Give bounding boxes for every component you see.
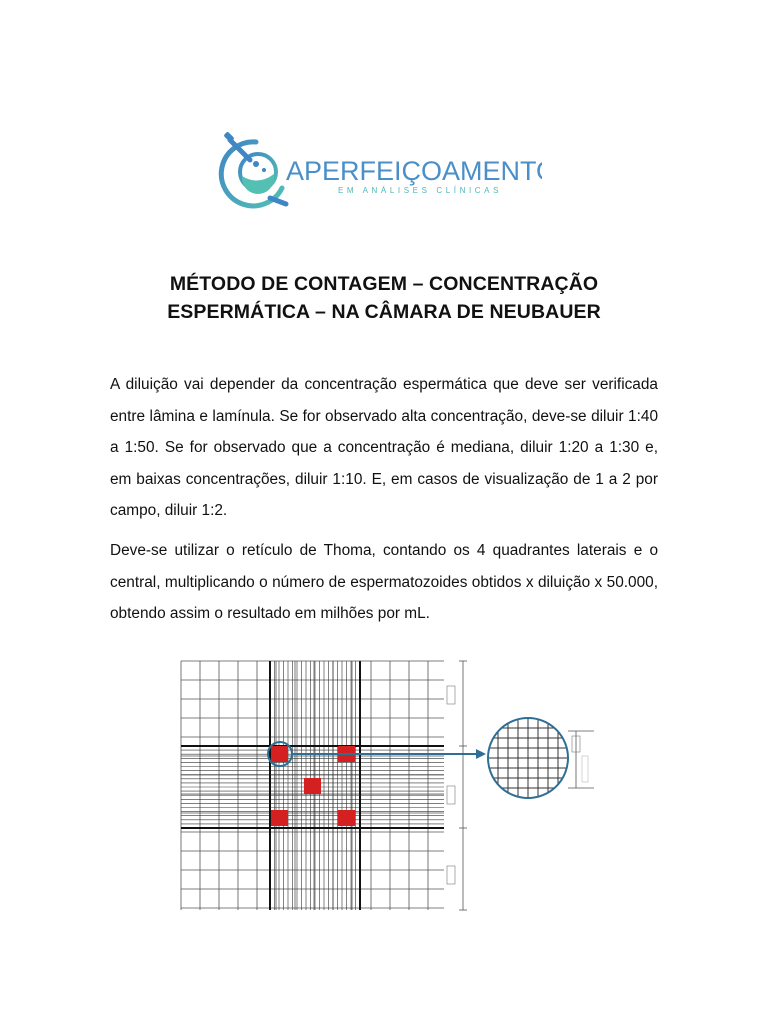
- paragraph-dilution: A diluição vai depender da concentração espermática que deve ser verificada entre lâmina e lamínula. Se for observado alta concentração, deve-se diluir 1:40 a 1:50. Se for observado que a concentração é mediana, diluir 1:20 a 1:30 e, em baixas concentrações, diluir 1:10. E, em casos de visualização de 1 a 2 por campo, diluir 1:2.: [110, 376, 658, 519]
- counting-square: [304, 778, 321, 794]
- neubauer-chamber-figure: [176, 656, 600, 914]
- callout-arrow-head: [476, 749, 486, 759]
- title-line-2: ESPERMÁTICA – NA CÂMARA DE NEUBAUER: [167, 301, 601, 323]
- logo-tagline-text: EM ANÁLISES CLÍNICAS: [338, 186, 503, 195]
- dimension-label-box: [447, 686, 455, 704]
- neubauer-grid-diagram: [176, 656, 600, 914]
- document-title: [90, 270, 678, 326]
- logo-emblem-icon: [212, 130, 542, 212]
- title-line-1: MÉTODO DE CONTAGEM – CONCENTRAÇÃO: [169, 273, 599, 295]
- counting-square: [338, 810, 355, 826]
- counting-square: [271, 746, 288, 762]
- counting-square: [271, 810, 288, 826]
- dimension-label-box: [582, 756, 588, 782]
- dimension-label-box: [447, 786, 455, 804]
- logo-brand-text: APERFEIÇOAMENTO: [286, 156, 542, 186]
- dimension-label-box: [447, 866, 455, 884]
- brand-logo: [212, 130, 542, 212]
- paragraph-thoma-reticle: Deve-se utilizar o retículo de Thoma, contando os 4 quadrantes laterais e o central, multiplicando o número de espermatozoides obtidos x diluição x 50.000, obtendo assim o resultado em milhões por mL.: [110, 542, 658, 622]
